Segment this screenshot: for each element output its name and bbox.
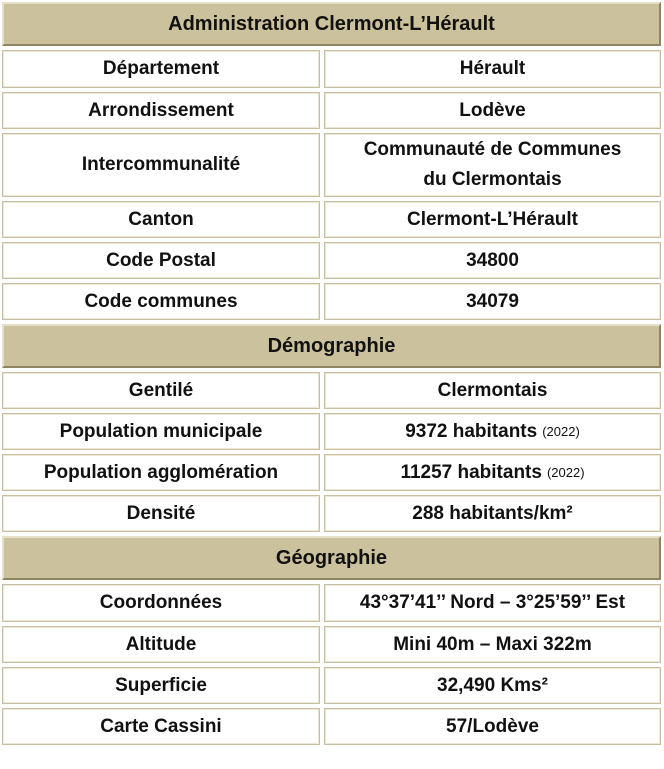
row-value-line: Communauté de Communes	[363, 139, 622, 160]
row-label: Code Postal	[2, 242, 320, 279]
row-value-text: 9372 habitants	[405, 420, 538, 442]
table-row	[2, 584, 661, 622]
row-value: Lodève	[324, 92, 661, 129]
table-row	[2, 242, 661, 279]
row-value	[324, 454, 661, 491]
row-value	[324, 413, 661, 450]
row-label: Code communes	[2, 283, 320, 320]
row-label: Département	[2, 50, 320, 88]
row-value: 34079	[324, 283, 661, 320]
table-row	[2, 667, 661, 704]
table-row	[2, 92, 661, 129]
table-row	[2, 454, 661, 491]
info-table	[2, 2, 661, 749]
row-value-text: 11257 habitants	[400, 461, 542, 483]
row-value: Clermont-L’Hérault	[324, 201, 661, 238]
table-row	[2, 626, 661, 663]
table-row	[2, 50, 661, 88]
row-value-year: (2022)	[546, 464, 585, 480]
row-label: Altitude	[2, 626, 320, 663]
row-value: 34800	[324, 242, 661, 279]
row-value-year: (2022)	[542, 423, 580, 439]
table-row	[2, 201, 661, 238]
row-label: Densité	[2, 495, 320, 532]
row-label: Carte Cassini	[2, 708, 320, 745]
row-value: Clermontais	[324, 372, 661, 409]
row-value: 32,490 Kms²	[324, 667, 661, 704]
table-row	[2, 413, 661, 450]
section-header-administration: Administration Clermont-L’Hérault	[2, 2, 661, 46]
row-label: Superficie	[2, 667, 320, 704]
row-value: Mini 40m – Maxi 322m	[324, 626, 661, 663]
row-value: Hérault	[324, 50, 661, 88]
table-row	[2, 708, 661, 745]
row-label: Canton	[2, 201, 320, 238]
section-header-demographie: Démographie	[2, 324, 661, 368]
row-label: Population agglomération	[2, 454, 320, 491]
row-value: 288 habitants/km²	[324, 495, 661, 532]
table-row	[2, 372, 661, 409]
row-value: 43°37’41’’ Nord – 3°25’59’’ Est	[324, 584, 661, 622]
row-value	[324, 133, 661, 197]
row-label: Intercommunalité	[2, 133, 320, 197]
table-row	[2, 283, 661, 320]
section-header-geographie: Géographie	[2, 536, 661, 580]
row-label: Gentilé	[2, 372, 320, 409]
row-value-line: du Clermontais	[423, 169, 562, 190]
row-label: Arrondissement	[2, 92, 320, 129]
row-label: Population municipale	[2, 413, 320, 450]
table-row	[2, 495, 661, 532]
row-label: Coordonnées	[2, 584, 320, 622]
table-row	[2, 133, 661, 197]
row-value: 57/Lodève	[324, 708, 661, 745]
